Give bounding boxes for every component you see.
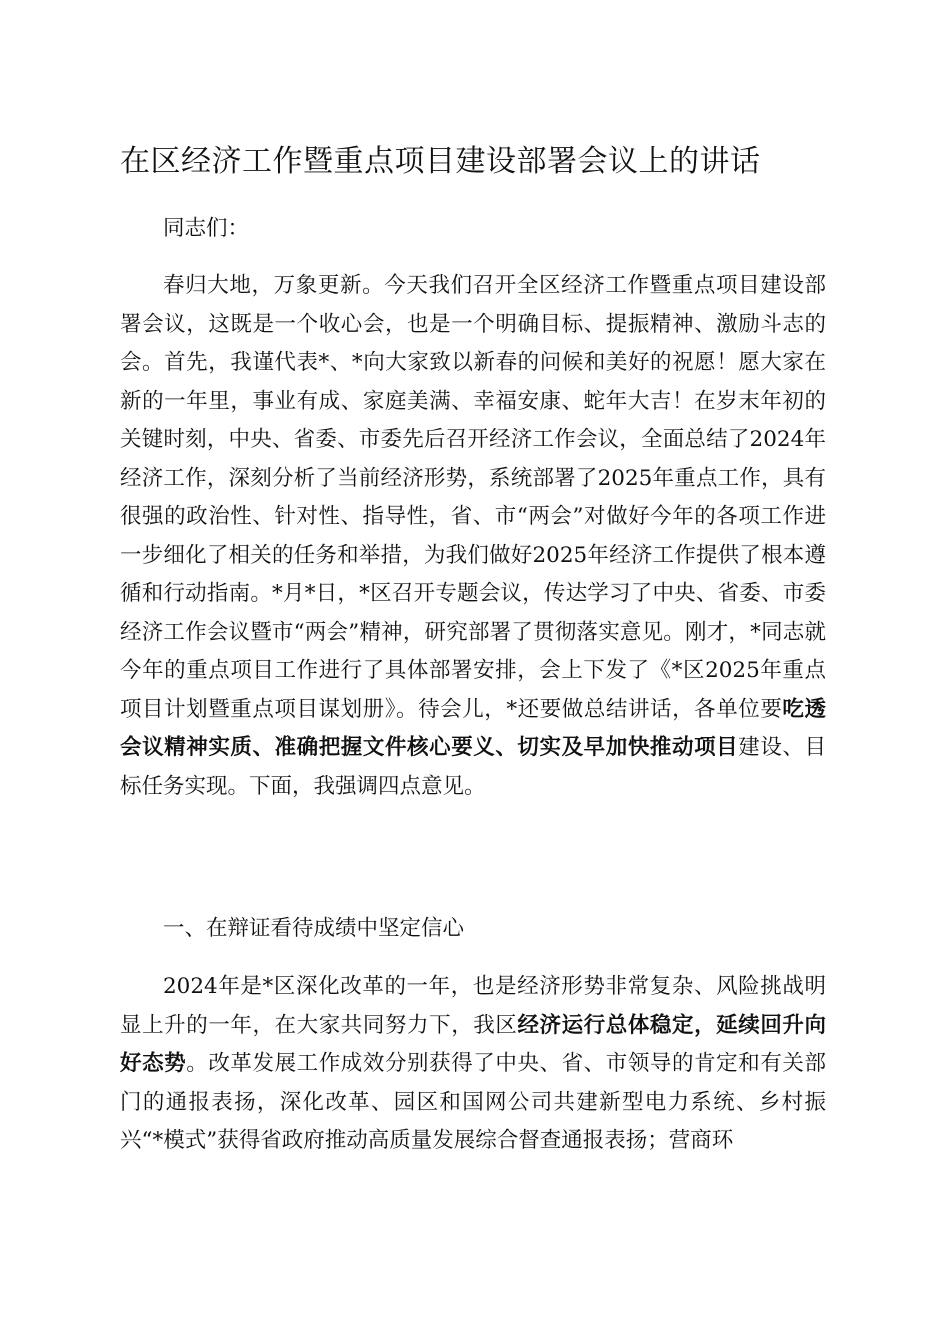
paragraph-section1-part1: 2024年是*区深化改革的一年，也是经济形势非常复杂、风险挑战明显上升的一年，在大家共同努力下，我区 [120,974,826,1038]
section-heading-1 [120,910,826,949]
paragraph-opening-bold: 吃透会议精神实质、准确把握文件核心要义、切实及早加快推动项目 [120,696,826,760]
paragraph-opening-part1: 春归大地，万象更新。今天我们召开全区经济工作暨重点项目建设部署会议，这既是一个收心会，也是一个明确目标、提振精神、激励斗志的会。首先，我谨代表*、*向大家致以新春的问候和美好的祝愿！愿大家在新的一年里，事业有成、家庭美满、幸福安康、蛇年大吉！在岁末年初的关键时刻，中央、省委、市委先后召开经济工作会议，全面总结了2024年经济工作，深刻分析了当前经济形势，系统部署了2025年重点工作，具有很强的政治性、针对性、指导性，省、市“两会”对做好今年的各项工作进一步细化了相关的任务和举措，为我们做好2025年经济工作提供了根本遵循和行动指南。*月*日，*区召开专题会议，传达学习了中央、省委、市委经济工作会议暨市“两会”精神，研究部署了贯彻落实意见。刚才，*同志就今年的重点项目工作进行了具体部署安排，会上下发了《*区2025年重点项目计划暨重点项目谋划册》。待会儿，*还要做总结讲话，各单位要 [120,273,826,722]
salutation-text: 同志们： [163,216,250,241]
paragraph-section1-text [120,968,826,1161]
paragraph-opening [120,267,826,806]
paragraph-section1-part2: 。改革发展工作成效分别获得了中央、省、市领导的肯定和有关部门的通报表扬，深化改革、园区和国网公司共建新型电力系统、乡村振兴“*模式”获得省政府推动高质量发展综合督查通报表扬；营商环 [120,1051,826,1153]
salutation [120,210,826,249]
paragraph-section1-bold: 经济运行总体稳定，延续回升向好态势 [120,1012,826,1076]
paragraph-section1 [120,968,826,1161]
paragraph-opening-text [120,267,826,806]
document-title: 在区经济工作暨重点项目建设部署会议上的讲话 [120,144,761,179]
paragraph-opening-part2: 建设、目标任务实现。下面，我强调四点意见。 [120,735,826,799]
section-heading-1-text: 一、在辩证看待成绩中坚定信心 [163,916,465,941]
